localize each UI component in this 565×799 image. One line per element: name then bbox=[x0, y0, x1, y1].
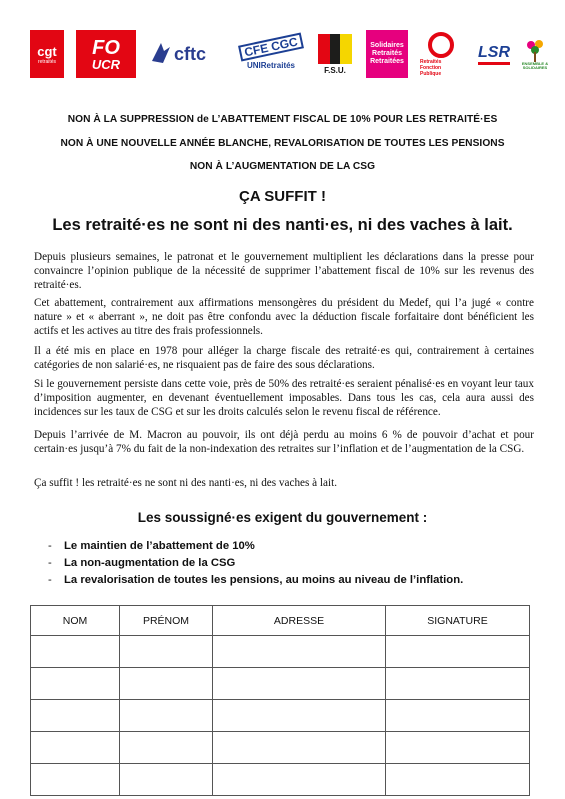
union-logos bbox=[30, 30, 549, 82]
table-row bbox=[31, 700, 530, 732]
ring-icon bbox=[428, 32, 454, 58]
table-cell[interactable] bbox=[213, 732, 386, 764]
table-cell[interactable] bbox=[31, 668, 120, 700]
list-dash: - bbox=[48, 540, 52, 552]
table-cell[interactable] bbox=[120, 668, 213, 700]
bird-icon bbox=[150, 39, 172, 69]
ca-suffit-heading: ÇA SUFFIT ! bbox=[239, 188, 326, 205]
paragraph-2: Cet abattement, contrairement aux affirmations mensongères du président du Medef, qui l’a jugé « contre nature » et « aberrant », ne doit pas être confondu avec la déduction fiscale forfaitaire dont bénéficient les actifs et les actives au titre des frais professionnels. bbox=[34, 297, 534, 337]
page-title: Les retraité·es ne sont ni des nanti·es, ni des vaches à lait. bbox=[52, 216, 513, 234]
column-header-prenom: PRÉNOM bbox=[120, 606, 213, 636]
table-cell[interactable] bbox=[213, 764, 386, 796]
cfe-cgc-mark: CFE CGC bbox=[238, 32, 304, 61]
table-cell[interactable] bbox=[120, 764, 213, 796]
table-cell[interactable] bbox=[213, 700, 386, 732]
ucr-logo-text: UCR bbox=[91, 56, 121, 72]
cgt-logo bbox=[30, 30, 64, 78]
table-cell[interactable] bbox=[120, 700, 213, 732]
table-cell[interactable] bbox=[120, 636, 213, 668]
list-item bbox=[48, 555, 463, 572]
paragraph-4: Si le gouvernement persiste dans cette voie, près de 50% des retraité·es seraient pénalisé·es en voyant leur taux d’imposition augmenter, en devenant éventuellement imposables. Dans tous les cas, cela aura aussi des incidences sur les taux de CSG et sur les droits calculés selon le revenu fiscal de référence. bbox=[34, 378, 534, 418]
header-line-3: NON À L’AUGMENTATION DE LA CSG bbox=[189, 161, 376, 172]
fo-logo-text: FO bbox=[92, 36, 120, 59]
table-cell[interactable] bbox=[120, 732, 213, 764]
table-row bbox=[31, 732, 530, 764]
table-row bbox=[31, 764, 530, 796]
solidaires-logo bbox=[366, 30, 408, 78]
table-cell[interactable] bbox=[386, 764, 530, 796]
retraites-fonction-publique-logo bbox=[420, 30, 462, 78]
fsu-mark bbox=[318, 34, 352, 64]
demands-list bbox=[48, 538, 463, 589]
list-item bbox=[48, 572, 463, 589]
cftc-logo-text: cftc bbox=[174, 43, 207, 64]
demand-text: La revalorisation de toutes les pensions, au moins au niveau de l’inflation. bbox=[64, 574, 464, 586]
paragraph-5: Depuis l’arrivée de M. Macron au pouvoir, ils ont déjà perdu au moins 6 % de pouvoir d’achat et pour certain·es jusqu’à 7% du fait de la non-indexation des retraites sur l’inflation et de l’augmentation de la CSG. bbox=[34, 429, 534, 455]
ensemble-solidaires-logo bbox=[520, 30, 550, 78]
table-row bbox=[31, 668, 530, 700]
cftc-logo bbox=[150, 30, 228, 78]
list-dash: - bbox=[48, 574, 52, 586]
table-cell[interactable] bbox=[31, 700, 120, 732]
table-cell[interactable] bbox=[31, 764, 120, 796]
header-line-2: NON À UNE NOUVELLE ANNÉE BLANCHE, REVALORISATION DE TOUTES LES PENSIONS bbox=[60, 138, 505, 149]
paragraph-6: Ça suffit ! les retraité·es ne sont ni des nanti·es, ni des vaches à lait. bbox=[34, 477, 338, 489]
header-line-1: NON À LA SUPPRESSION de L’ABATTEMENT FISCAL DE 10% POUR LES RETRAITÉ·ES bbox=[67, 114, 498, 125]
table-row bbox=[31, 636, 530, 668]
table-cell[interactable] bbox=[31, 732, 120, 764]
fsu-logo bbox=[313, 30, 357, 78]
tree-icon bbox=[525, 38, 545, 62]
table-cell[interactable] bbox=[386, 732, 530, 764]
list-item bbox=[48, 538, 463, 555]
column-header-signature: SIGNATURE bbox=[386, 606, 530, 636]
fsu-logo-text: F.S.U. bbox=[324, 65, 346, 75]
fo-ucr-logo bbox=[76, 30, 136, 78]
table-cell[interactable] bbox=[213, 636, 386, 668]
cgt-logo-subtext: retraités bbox=[37, 58, 57, 65]
paragraph-3: Il a été mis en place en 1978 pour alléger la charge fiscale des retraité·es qui, contrairement à certaines catégories de non salarié·es, ne risquaient pas de faire des sous déclarations. bbox=[34, 345, 534, 371]
column-header-nom: NOM bbox=[31, 606, 120, 636]
demands-heading: Les soussigné·es exigent du gouvernement : bbox=[137, 510, 428, 525]
cgt-logo-text: cgt bbox=[37, 43, 57, 59]
ensemble-logo-text: ENSEMBLE & SOLIDAIRES bbox=[521, 60, 549, 70]
table-cell[interactable] bbox=[213, 668, 386, 700]
fp-logo-text: Retraités Fonction Publique bbox=[420, 58, 442, 77]
signature-table bbox=[30, 605, 530, 796]
cfe-cgc-logo bbox=[236, 30, 306, 78]
table-cell[interactable] bbox=[386, 636, 530, 668]
column-header-adresse: ADRESSE bbox=[213, 606, 386, 636]
demand-text: Le maintien de l’abattement de 10% bbox=[64, 540, 255, 552]
table-cell[interactable] bbox=[386, 668, 530, 700]
table-cell[interactable] bbox=[31, 636, 120, 668]
table-cell[interactable] bbox=[386, 700, 530, 732]
lsr-logo bbox=[474, 30, 514, 78]
solidaires-logo-text: Solidaires Retraités Retraitées bbox=[370, 42, 404, 65]
uniretraites-text: UNIRetraités bbox=[246, 60, 295, 70]
table-header-row bbox=[31, 606, 530, 636]
paragraph-1: Depuis plusieurs semaines, le patronat et le gouvernement multiplient les déclarations dans la presse pour convaincre l’opinion publique de la nécessité de supprimer l’abattement fiscal de 10% sur les revenus des retraité·es. bbox=[34, 251, 534, 291]
demand-text: La non-augmentation de la CSG bbox=[64, 557, 236, 569]
list-dash: - bbox=[48, 557, 52, 569]
lsr-logo-text: LSR bbox=[478, 44, 510, 65]
